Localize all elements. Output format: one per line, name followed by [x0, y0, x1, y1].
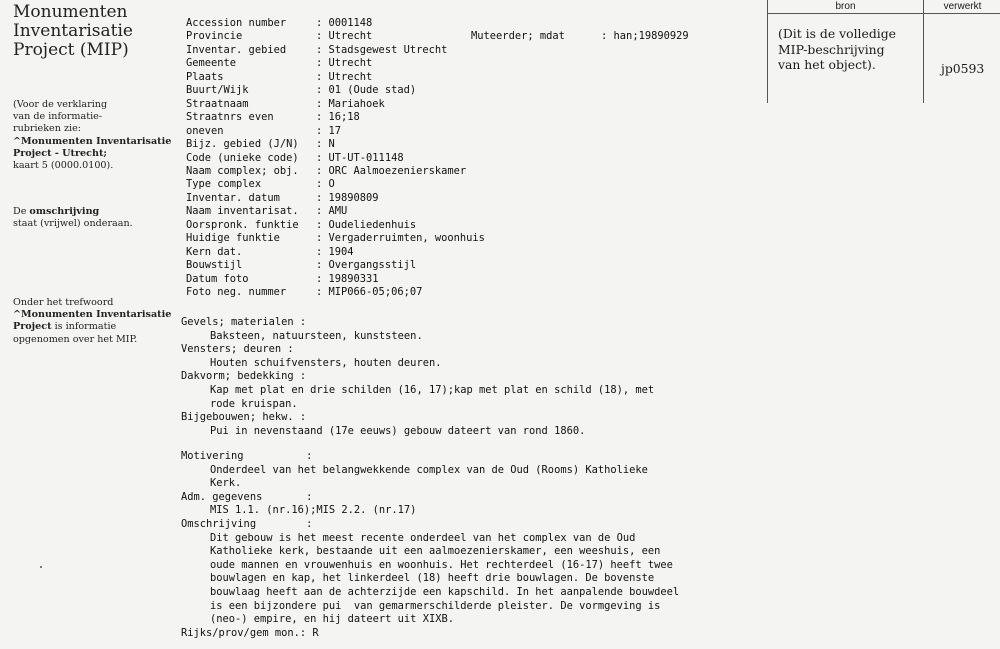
field-value: Overgangsstijl [328, 259, 417, 272]
field-row: Foto neg. nummer : MIP066-05;06;07 [186, 286, 423, 298]
section-text: Kap met plat en drie schilden (16, 17);kap met plat en schild (18), met [210, 384, 655, 396]
section-text: Kerk. [210, 477, 242, 490]
field-label: Buurt/Wijk [186, 84, 249, 97]
field-label: Naam inventarisat. [186, 205, 299, 218]
field-value: 1904 [328, 245, 354, 258]
field-value: Utrecht [328, 57, 373, 70]
field-label: Type complex [186, 178, 262, 191]
title-line: Monumenten [13, 2, 128, 22]
field-label: Straatnaam [186, 97, 249, 110]
sidebar-title [13, 3, 133, 60]
field-value: MIP066-05;06;07 [328, 286, 423, 298]
section-text: Katholieke kerk, bestaande uit een aalmoezenierskamer, een weeshuis, een [210, 545, 661, 558]
source-box-header [768, 0, 1000, 14]
field-label: Accession number [186, 17, 287, 29]
note-text: De [13, 206, 30, 217]
left-sidebar [0, 0, 172, 649]
field-value: 01 (Oude stad) [328, 84, 417, 97]
field-label: Huidige funktie [186, 232, 280, 245]
field-label: Foto neg. nummer [186, 286, 287, 298]
field-row: Inventar. gebied : Stadsgewest Utrecht [186, 43, 448, 56]
note-line: kaart 5 (0000.0100). [13, 160, 114, 172]
section-text: bouwlaag heeft aan de achterzijde een kapschild. In het aanpalende bouwdeel [210, 586, 680, 598]
sidebar-note-legend [13, 99, 171, 172]
source-box [767, 0, 1000, 103]
note-line: staat (vrijwel) onderaan. [13, 218, 133, 230]
field-label: Plaats [186, 70, 224, 83]
title-line: Inventarisatie [13, 21, 133, 41]
header-verwerkt: verwerkt [943, 1, 982, 12]
note-line: rubrieken zie: [13, 123, 81, 135]
section-text: (neo-) empire, en hij dateert uit XIXB. [210, 613, 454, 626]
field-row: Buurt/Wijk : 01 (Oude stad) [186, 84, 417, 97]
section-heading: Adm. gegevens : [181, 490, 313, 503]
note-line: opgenomen over het MIP. [13, 333, 138, 345]
title-line: Project (MIP) [13, 40, 129, 60]
note-line: (Voor de verklaring [13, 99, 108, 110]
note-bold: ^Monumenten Inventarisatie [13, 309, 172, 321]
note-line: van de informatie- [13, 111, 103, 123]
field-value: Mariahoek [328, 97, 385, 110]
field-row: oneven : 17 [186, 124, 342, 137]
mip-record [178, 0, 758, 649]
field-value: Oudeliedenhuis [328, 218, 417, 231]
desc-line: van het object). [778, 57, 876, 72]
field-value: N [328, 138, 335, 151]
field-value: ORC Aalmoezenierskamer [328, 164, 467, 177]
desc-line: (Dit is de volledige [778, 26, 896, 41]
monument-status: Rijks/prov/gem mon.: R [181, 626, 319, 639]
field-label: Gemeente [186, 57, 237, 70]
field-label: Inventar. gebied [186, 43, 287, 56]
field-row: Provincie : Utrecht [186, 30, 373, 43]
section-text: Houten schuifvensters, houten deuren. [210, 356, 442, 369]
section-text: Baksteen, natuursteen, kunststeen. [210, 329, 423, 342]
field-label: Kern dat. [186, 245, 243, 258]
section-text: MIS 1.1. (nr.16);MIS 2.2. (nr.17) [210, 504, 417, 517]
section-text: Dit gebouw is het meest recente onderdeel van het complex van de Oud [210, 531, 636, 544]
field-value: 17 [328, 124, 342, 137]
field-label: Datum foto [186, 272, 249, 285]
field-label: Muteerder; mdat [471, 30, 565, 42]
field-row: Code (unieke code) : UT-UT-011148 [186, 151, 404, 164]
field-label: Provincie [186, 30, 243, 43]
section-text: rode kruispan. [210, 397, 298, 410]
section-heading: Omschrijving : [181, 518, 313, 530]
section-text: is een bijzondere pui van gemarmerschilderde pleister. De vormgeving is [210, 599, 661, 612]
field-value: 19890331 [328, 272, 379, 285]
field-row: Inventar. datum : 19890809 [186, 191, 379, 204]
field-value: Stadsgewest Utrecht [328, 43, 448, 56]
field-label: Naam complex; obj. [186, 164, 299, 177]
section-heading: Motivering : [181, 450, 313, 462]
section-text: bouwlagen en kap, het linkerdeel (18) heeft drie bouwlagen. De bovenste [210, 572, 655, 585]
stray-mark [40, 566, 42, 568]
field-row: Naam inventarisat. : AMU [186, 205, 348, 218]
column-divider [923, 0, 924, 103]
field-label: Straatnrs even [186, 111, 274, 124]
section-text: Onderdeel van het belangwekkende complex van de Oud (Rooms) Katholieke [210, 463, 648, 476]
field-value: Utrecht [328, 30, 373, 43]
desc-line: MIP-beschrijving [778, 41, 885, 57]
note-line: Onder het trefwoord [13, 297, 114, 308]
field-value: Vergaderruimten, woonhuis [328, 232, 485, 245]
field-label: Bouwstijl [186, 259, 243, 272]
header-bron: bron [835, 1, 856, 12]
field-row: Gemeente : Utrecht [186, 57, 373, 70]
field-value: 19890809 [328, 191, 379, 204]
section-text: oude mannen en vrouwenhuis en woonhuis. Het rechterdeel (16-17) heeft twee [210, 558, 673, 571]
field-row: Kern dat. : 1904 [186, 245, 354, 258]
section-text: Pui in nevenstaand (17e eeuws) gebouw dateert van rond 1860. [210, 424, 586, 437]
field-row: Bijz. gebied (J/N) : N [186, 138, 335, 151]
note-link-line: ^Monumenten Inventarisatie [13, 135, 172, 147]
sidebar-note-description [13, 206, 133, 230]
muteerder-field: Muteerder; mdat : han;19890929 [471, 30, 689, 42]
sidebar-note-keyword [13, 297, 171, 346]
field-value: 16;18 [328, 111, 360, 124]
field-value: UT-UT-011148 [328, 151, 404, 164]
field-row: Oorspronk. funktie : Oudeliedenhuis [186, 218, 417, 231]
field-label: Inventar. datum [186, 191, 280, 204]
field-value: han;19890929 [613, 30, 689, 42]
section-heading: Bijgebouwen; hekw. : [181, 411, 307, 424]
field-row: Straatnrs even : 16;18 [186, 111, 360, 124]
field-row: Datum foto : 19890331 [186, 272, 379, 285]
field-value: Utrecht [328, 70, 373, 83]
field-row: Plaats : Utrecht [186, 70, 373, 83]
note-text: is informatie [51, 321, 117, 333]
field-value: AMU [328, 205, 348, 218]
field-label: Code (unieke code) [186, 151, 299, 164]
field-row: Bouwstijl : Overgangsstijl [186, 259, 417, 272]
note-bold: Project [13, 321, 52, 333]
field-row: Huidige funktie : Vergaderruimten, woonhuis [186, 232, 485, 245]
source-description [778, 26, 896, 73]
section-heading: Gevels; materialen : [181, 316, 307, 328]
field-value: 0001148 [328, 17, 373, 29]
section-heading: Vensters; deuren : [181, 343, 294, 356]
section-heading: Dakvorm; bedekking : [181, 370, 307, 383]
field-label: oneven [186, 124, 224, 137]
field-label: Bijz. gebied (J/N) [186, 138, 299, 151]
note-link-line: Project - Utrecht; [13, 147, 107, 159]
field-label: Oorspronk. funktie [186, 218, 299, 231]
note-bold: omschrijving [29, 206, 100, 217]
processed-ref: jp0593 [941, 61, 985, 76]
field-row: Accession number : 0001148 [186, 17, 373, 29]
field-row: Type complex : O [186, 178, 335, 191]
field-row: Straatnaam : Mariahoek [186, 97, 385, 110]
field-value: O [328, 178, 335, 191]
field-row: Naam complex; obj. : ORC Aalmoezenierskamer [186, 164, 467, 177]
